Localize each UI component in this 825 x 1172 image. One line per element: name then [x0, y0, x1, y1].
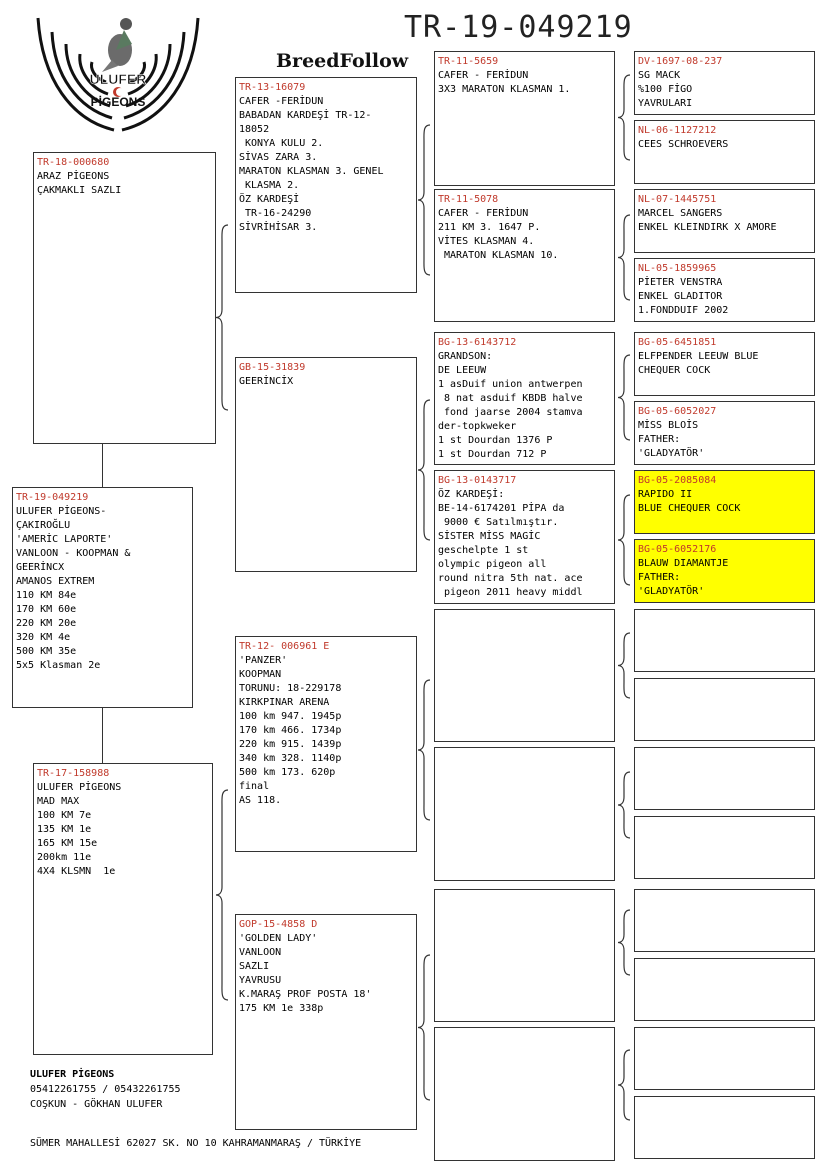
- pedigree-box-e3: [434, 889, 615, 1022]
- brace-icon: [418, 680, 430, 820]
- pedigree-line: 220 km 915. 1439p: [239, 739, 342, 750]
- pedigree-line: VANLOON: [239, 947, 282, 958]
- pedigree-line: 500 km 173. 620p: [239, 767, 336, 778]
- pedigree-line: ARAZ PİGEONS: [37, 171, 110, 182]
- pedigree-line: SG MACK: [638, 70, 681, 81]
- pedigree-line: 'GOLDEN LADY': [239, 933, 318, 944]
- pedigree-line: olympic pigeon all: [438, 559, 547, 570]
- pedigree-line: fond jaarse 2004 stamva: [438, 407, 583, 418]
- pedigree-line: %100 FİGO: [638, 84, 693, 95]
- logo-word-ulufer: ULUFER: [89, 71, 147, 87]
- brace-icon: [418, 400, 430, 540]
- pedigree-line: 175 KM 1e 338p: [239, 1003, 324, 1014]
- ring-number: NL-05-1859965: [638, 263, 717, 274]
- pedigree-box-e10: [634, 958, 815, 1021]
- pedigree-box-sds: [434, 332, 615, 465]
- pedigree-line: 3X3 MARATON KLASMAN 1.: [438, 84, 571, 95]
- pedigree-line: AMANOS EXTREM: [16, 576, 95, 587]
- pedigree-box-e1: [434, 609, 615, 742]
- pedigree-line: BABADAN KARDEŞİ TR-12-: [239, 110, 372, 121]
- ring-number: NL-07-1445751: [638, 194, 717, 205]
- brace-icon: [618, 1050, 630, 1120]
- pedigree-box-sss: [434, 51, 615, 186]
- logo-word-pigeons: PİGEONS: [90, 95, 146, 109]
- pedigree-line: K.MARAŞ PROF POSTA 18': [239, 989, 372, 1000]
- pedigree-line: TORUNU: 18-229178: [239, 683, 342, 694]
- pedigree-box-e9: [634, 889, 815, 952]
- pedigree-line: 340 km 328. 1140p: [239, 753, 342, 764]
- pedigree-box-e7: [634, 747, 815, 810]
- ring-number: GB-15-31839: [239, 362, 306, 373]
- pedigree-line: ENKEL GLADITOR: [638, 291, 723, 302]
- pedigree-line: 1 asDuif union antwerpen: [438, 379, 583, 390]
- pedigree-line: 1.FONDDUIF 2002: [638, 305, 729, 316]
- pedigree-box-sdd: [434, 470, 615, 604]
- ring-number: TR-18-000680: [37, 157, 110, 168]
- brace-icon: [618, 495, 630, 585]
- pedigree-line: BLAUW DIAMANTJE: [638, 558, 729, 569]
- pedigree-box-ssss: [634, 51, 815, 115]
- pedigree-line: ENKEL KLEINDIRK X AMORE: [638, 222, 777, 233]
- ring-number: NL-06-1127212: [638, 125, 717, 136]
- brace-icon: [618, 633, 630, 698]
- pedigree-box-sddd: [634, 539, 815, 603]
- pedigree-line: geschelpte 1 st: [438, 545, 529, 556]
- brace-icon: [418, 955, 430, 1100]
- ring-number: BG-05-6451851: [638, 337, 717, 348]
- pedigree-line: AS 118.: [239, 795, 282, 806]
- pedigree-box-ssdd: [634, 258, 815, 322]
- ring-number: TR-12- 006961 E: [239, 641, 330, 652]
- pedigree-box-e8: [634, 816, 815, 879]
- pedigree-line: SİVAS ZARA 3.: [239, 152, 318, 163]
- pedigree-box-ds: [235, 636, 417, 852]
- brace-icon: [418, 125, 430, 275]
- pedigree-line: ULUFER PİGEONS: [37, 782, 122, 793]
- pedigree-line: ULUFER PİGEONS-: [16, 506, 107, 517]
- brace-icon: [618, 75, 630, 160]
- pedigree-line: DE LEEUW: [438, 365, 487, 376]
- ring-number: TR-13-16079: [239, 82, 306, 93]
- pedigree-line: 'AMERİC LAPORTE': [16, 534, 113, 545]
- pedigree-line: pigeon 2011 heavy middl: [438, 587, 583, 598]
- ring-number: BG-05-6052027: [638, 406, 717, 417]
- pedigree-line: SİSTER MİSS MAGİC: [438, 531, 541, 542]
- pedigree-line: der-topkweker: [438, 421, 517, 432]
- pedigree-line: 9000 € Satılmıştır.: [438, 517, 559, 528]
- brand-title: BreedFollow: [276, 50, 409, 72]
- footer-owners: COŞKUN - GÖKHAN ULUFER: [30, 1099, 163, 1110]
- pedigree-box-e11: [634, 1027, 815, 1090]
- pedigree-box-sire: [33, 152, 216, 444]
- pedigree-line: ÇAKIROĞLU: [16, 520, 71, 531]
- pedigree-box-sssd: [634, 120, 815, 184]
- pedigree-line: 110 KM 84e: [16, 590, 77, 601]
- pedigree-line: RAPIDO II: [638, 489, 693, 500]
- ring-number: TR-17-158988: [37, 768, 110, 779]
- pedigree-box-sdss: [634, 332, 815, 396]
- pedigree-line: CAFER -FERİDUN: [239, 96, 324, 107]
- pedigree-line: round nitra 5th nat. ace: [438, 573, 583, 584]
- ring-number: BG-05-6052176: [638, 544, 717, 555]
- ring-number: GOP-15-4858 D: [239, 919, 318, 930]
- pedigree-line: YAVRUSU: [239, 975, 282, 986]
- brace-icon: [618, 772, 630, 838]
- ring-number: TR-11-5078: [438, 194, 499, 205]
- pedigree-line: CAFER - FERİDUN: [438, 70, 529, 81]
- ring-number: TR-19-049219: [16, 492, 89, 503]
- pedigree-line: 200km 11e: [37, 852, 92, 863]
- pedigree-line: ÖZ KARDEŞİ:: [438, 489, 505, 500]
- pedigree-line: GEERİNCİX: [239, 376, 294, 387]
- pedigree-line: 320 KM 4e: [16, 632, 71, 643]
- pedigree-line: VİTES KLASMAN 4.: [438, 236, 535, 247]
- brace-icon: [618, 355, 630, 440]
- ring-number: DV-1697-08-237: [638, 56, 723, 67]
- pedigree-box-sdds: [634, 470, 815, 534]
- pedigree-line: KLASMA 2.: [239, 180, 300, 191]
- pedigree-box-subject: [12, 487, 193, 708]
- pedigree-line: 1 st Dourdan 1376 P: [438, 435, 553, 446]
- pedigree-line: 4X4 KLSMN 1e: [37, 866, 116, 877]
- pedigree-line: CEES SCHROEVERS: [638, 139, 729, 150]
- pedigree-line: 1 st Dourdan 712 P: [438, 449, 547, 460]
- pedigree-box-e4: [434, 1027, 615, 1161]
- brace-icon: [216, 790, 228, 1000]
- pedigree-line: PİETER VENSTRA: [638, 277, 723, 288]
- pedigree-line: 220 KM 20e: [16, 618, 77, 629]
- pedigree-line: 8 nat asduif KBDB halve: [438, 393, 583, 404]
- pedigree-line: 'GLADYATÖR': [638, 586, 705, 597]
- pedigree-box-ssds: [634, 189, 815, 253]
- pedigree-line: TR-16-24290: [239, 208, 312, 219]
- pedigree-line: BE-14-6174201 PİPA da: [438, 503, 565, 514]
- pedigree-box-sd: [235, 357, 417, 572]
- pedigree-line: 'PANZER': [239, 655, 288, 666]
- pedigree-line: ÇAKMAKLI SAZLI: [37, 185, 122, 196]
- pedigree-line: SAZLI: [239, 961, 270, 972]
- ring-number: BG-13-6143712: [438, 337, 517, 348]
- brace-icon: [618, 215, 630, 300]
- pedigree-box-sdsd: [634, 401, 815, 465]
- pedigree-line: BLUE CHEQUER COCK: [638, 503, 741, 514]
- ring-number: TR-11-5659: [438, 56, 499, 67]
- pedigree-line: ÖZ KARDEŞİ: [239, 194, 300, 205]
- pedigree-line: FATHER:: [638, 572, 681, 583]
- pedigree-ring-title: TR-19-049219: [404, 10, 633, 45]
- pedigree-line: MAD MAX: [37, 796, 80, 807]
- pedigree-line: final: [239, 781, 270, 792]
- pedigree-line: 211 KM 3. 1647 P.: [438, 222, 541, 233]
- pedigree-line: 135 KM 1e: [37, 824, 92, 835]
- brace-icon: [216, 225, 228, 410]
- pedigree-box-ss: [235, 77, 417, 293]
- pedigree-line: KIRKPINAR ARENA: [239, 697, 330, 708]
- pedigree-box-e12: [634, 1096, 815, 1159]
- pedigree-line: FATHER:: [638, 434, 681, 445]
- pedigree-line: MİSS BLOİS: [638, 420, 699, 431]
- pedigree-line: KOOPMAN: [239, 669, 282, 680]
- pedigree-box-dd: [235, 914, 417, 1130]
- pedigree-box-e6: [634, 678, 815, 741]
- pedigree-line: 'GLADYATÖR': [638, 448, 705, 459]
- footer-phones: 05412261755 / 05432261755: [30, 1084, 181, 1095]
- pedigree-line: KONYA KULU 2.: [239, 138, 324, 149]
- pedigree-line: 165 KM 15e: [37, 838, 98, 849]
- pedigree-line: 100 KM 7e: [37, 810, 92, 821]
- pedigree-line: GRANDSON:: [438, 351, 493, 362]
- pedigree-line: 170 km 466. 1734p: [239, 725, 342, 736]
- pedigree-box-dam: [33, 763, 213, 1055]
- pedigree-box-e5: [634, 609, 815, 672]
- pedigree-box-ssd: [434, 189, 615, 322]
- pedigree-line: CAFER - FERİDUN: [438, 208, 529, 219]
- ring-number: BG-05-2085084: [638, 475, 717, 486]
- pedigree-line: CHEQUER COCK: [638, 365, 711, 376]
- pedigree-line: ELFPENDER LEEUW BLUE: [638, 351, 759, 362]
- pedigree-box-e2: [434, 747, 615, 881]
- pedigree-line: 5x5 Klasman 2e: [16, 660, 101, 671]
- ring-number: BG-13-0143717: [438, 475, 517, 486]
- pedigree-line: VANLOON - KOOPMAN &: [16, 548, 131, 559]
- pedigree-line: 500 KM 35e: [16, 646, 77, 657]
- pedigree-line: 100 km 947. 1945p: [239, 711, 342, 722]
- brace-icon: [618, 910, 630, 975]
- pedigree-line: MARCEL SANGERS: [638, 208, 723, 219]
- footer-address: SÜMER MAHALLESİ 62027 SK. NO 10 KAHRAMANMARAŞ / TÜRKİYE: [30, 1138, 362, 1149]
- footer-name: ULUFER PİGEONS: [30, 1069, 115, 1080]
- pedigree-line: 18052: [239, 124, 270, 135]
- pedigree-line: MARATON KLASMAN 3. GENEL: [239, 166, 384, 177]
- pedigree-line: YAVRULARI: [638, 98, 693, 109]
- pedigree-line: 170 KM 60e: [16, 604, 77, 615]
- pedigree-line: GEERİNCX: [16, 562, 65, 573]
- pedigree-line: SİVRİHİSAR 3.: [239, 222, 318, 233]
- pedigree-line: MARATON KLASMAN 10.: [438, 250, 559, 261]
